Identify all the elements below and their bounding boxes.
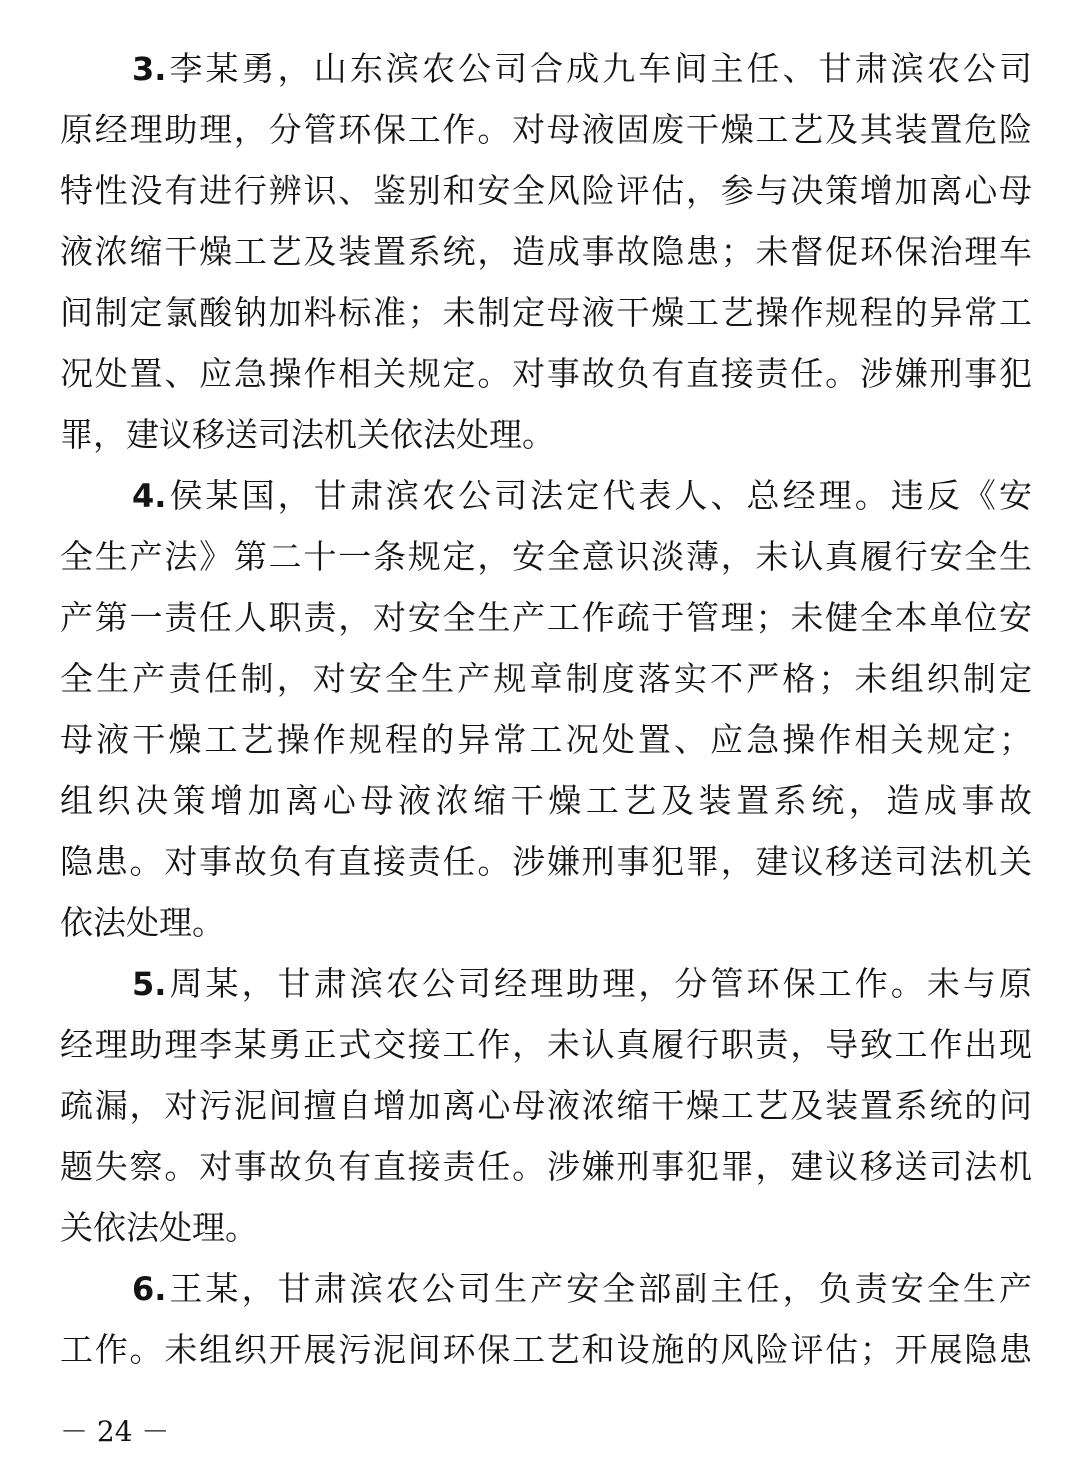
text-line: 况处置、应急操作相关规定。对事故负有直接责任。涉嫌刑事犯: [60, 354, 1032, 393]
text-line: 间制定氯酸钠加料标准；未制定母液干燥工艺操作规程的异常工: [60, 293, 1032, 332]
text-line: 罪，建议移送司法机关依法处理。: [60, 415, 555, 454]
text-line: 产第一责任人职责，对安全生产工作疏于管理；未健全本单位安: [60, 598, 1032, 637]
text-line: 题失察。对事故负有直接责任。涉嫌刑事犯罪，建议移送司法机: [60, 1147, 1032, 1186]
item-number: 6.: [132, 1270, 167, 1308]
text-line: 经理助理李某勇正式交接工作，未认真履行职责，导致工作出现: [60, 1025, 1032, 1064]
text-line: [60, 1258, 1032, 1319]
text-line: [60, 465, 1032, 526]
text-line: 全生产法》第二十一条规定，安全意识淡薄，未认真履行安全生: [60, 537, 1032, 576]
text-line: 疏漏，对污泥间擅自增加离心母液浓缩干燥工艺及装置系统的问: [60, 1086, 1032, 1125]
text-line: 依法处理。: [60, 903, 225, 942]
text-line: 隐患。对事故负有直接责任。涉嫌刑事犯罪，建议移送司法机关: [60, 842, 1032, 881]
text-line: 全生产责任制，对安全生产规章制度落实不严格；未组织制定: [60, 659, 1032, 698]
line-text: 李某勇，山东滨农公司合成九车间主任、甘肃滨农公司: [166, 49, 1032, 88]
text-line: 原经理助理，分管环保工作。对母液固废干燥工艺及其装置危险: [60, 110, 1032, 149]
text-line: 关依法处理。: [60, 1208, 258, 1247]
page-number: － 24 －: [60, 1415, 170, 1448]
line-text: 侯某国，甘肃滨农公司法定代表人、总经理。违反《安: [166, 476, 1032, 515]
text-line: [60, 38, 1032, 99]
text-line: 特性没有进行辨识、鉴别和安全风险评估，参与决策增加离心母: [60, 171, 1032, 210]
line-text: 王某，甘肃滨农公司生产安全部副主任，负责安全生产: [166, 1269, 1032, 1308]
line-text: 周某，甘肃滨农公司经理助理，分管环保工作。未与原: [166, 964, 1032, 1003]
paragraph-item-6: [60, 1258, 1032, 1380]
item-number: 3.: [132, 50, 167, 88]
paragraph-item-4: [60, 465, 1032, 953]
text-line: [60, 953, 1032, 1014]
paragraph-item-5: [60, 953, 1032, 1258]
text-line: 组织决策增加离心母液浓缩干燥工艺及装置系统，造成事故: [60, 781, 1032, 820]
paragraph-item-3: [60, 38, 1032, 465]
item-number: 4.: [132, 477, 167, 515]
text-line: 工作。未组织开展污泥间环保工艺和设施的风险评估；开展隐患: [60, 1330, 1032, 1369]
document-body: [60, 38, 1032, 1380]
text-line: 母液干燥工艺操作规程的异常工况处置、应急操作相关规定；: [60, 720, 1032, 759]
item-number: 5.: [132, 965, 167, 1003]
text-line: 液浓缩干燥工艺及装置系统，造成事故隐患；未督促环保治理车: [60, 232, 1032, 271]
